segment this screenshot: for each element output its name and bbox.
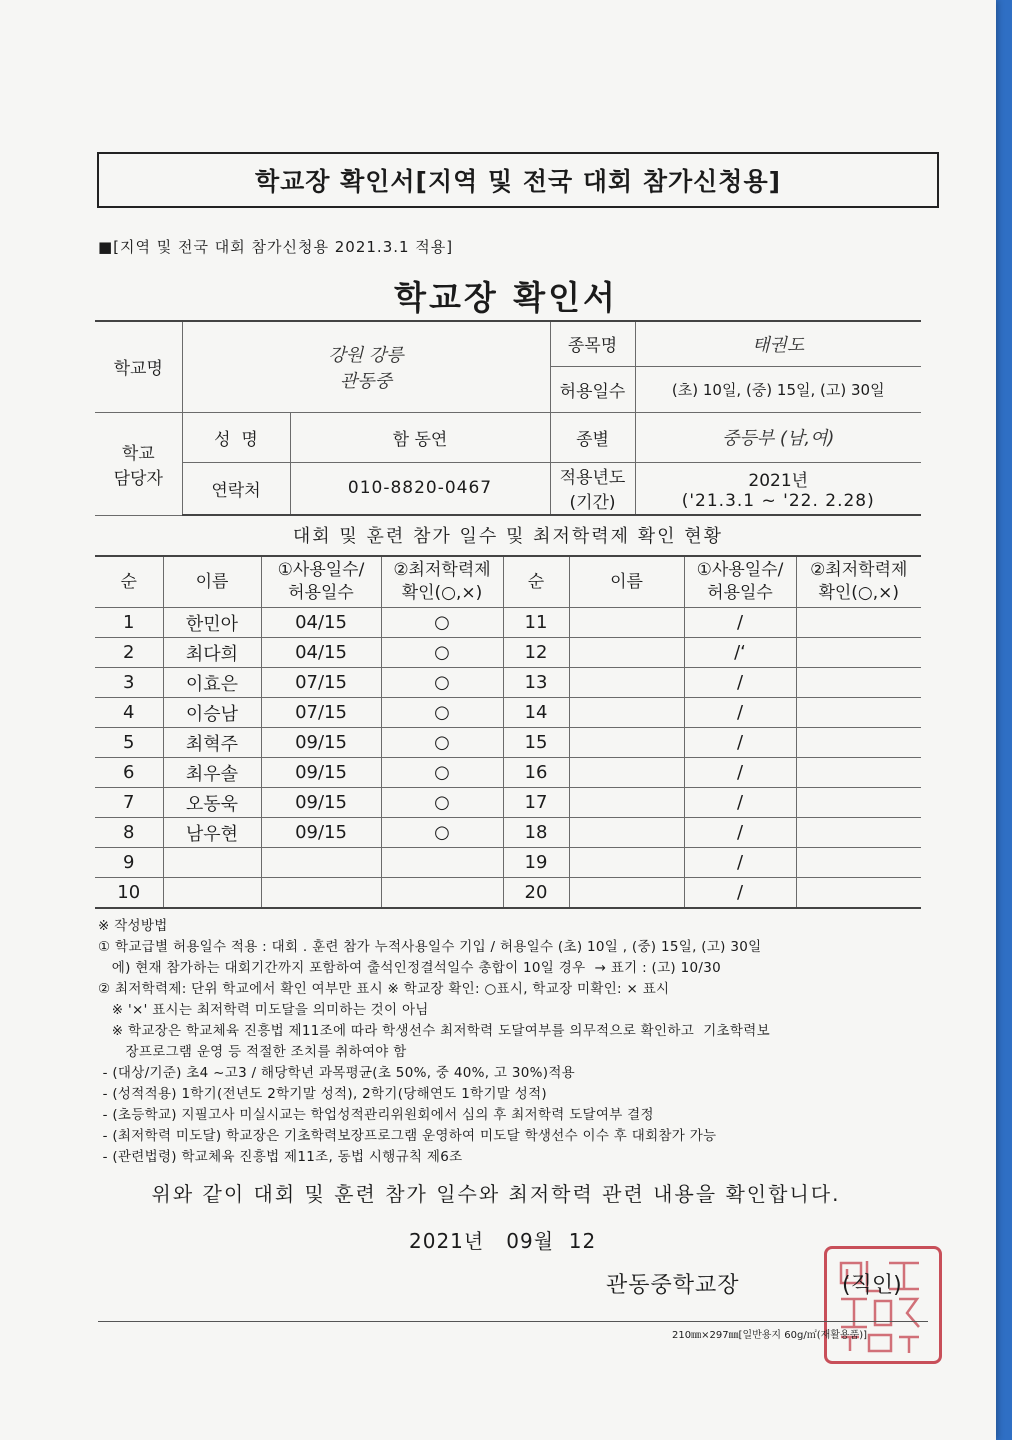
allowed-days-value: (초) 10일, (중) 15일, (고) 30일	[635, 366, 921, 412]
student-name: 남우현	[163, 818, 261, 848]
student-name	[569, 698, 684, 728]
official-seal	[824, 1246, 942, 1364]
footer-divider	[98, 1321, 928, 1322]
student-name	[569, 848, 684, 878]
academic-check: ○	[381, 668, 503, 698]
days-used: 09/15	[261, 728, 381, 758]
table-row	[95, 668, 921, 698]
apply-year-value: 2021년 ('21.3.1 ~ '22. 2.28)	[635, 462, 921, 515]
row-no: 8	[95, 818, 163, 848]
days-used: /‘	[684, 638, 796, 668]
issue-date: 2021년 09월 12	[409, 1229, 597, 1253]
row-no: 4	[95, 698, 163, 728]
roster-table	[95, 555, 921, 909]
table-row	[95, 758, 921, 788]
header-title: 학교장 확인서[지역 및 전국 대회 참가신청용]	[97, 152, 939, 208]
header-days-right: ①사용일수/ 허용일수	[684, 556, 796, 608]
sport-label: 종목명	[550, 321, 635, 366]
student-name	[569, 728, 684, 758]
instruction-line: ※ 작성방법	[98, 918, 168, 934]
name-label: 성 명	[182, 412, 290, 462]
academic-check	[796, 818, 921, 848]
row-no: 10	[95, 878, 163, 909]
academic-check	[796, 668, 921, 698]
row-no: 15	[503, 728, 569, 758]
student-name: 최우솔	[163, 758, 261, 788]
days-used: 04/15	[261, 638, 381, 668]
academic-check: ○	[381, 608, 503, 638]
instruction-line: - (초등학교) 지필고사 미실시교는 학업성적관리위원회에서 심의 후 최저학력 도달여부 결정	[98, 1107, 654, 1123]
header-confirm-left: ②최저학력제 확인(○,×)	[381, 556, 503, 608]
student-name	[569, 758, 684, 788]
row-no: 17	[503, 788, 569, 818]
student-name	[569, 638, 684, 668]
student-name: 최혁주	[163, 728, 261, 758]
days-used: /	[684, 608, 796, 638]
row-no: 20	[503, 878, 569, 909]
academic-check	[796, 848, 921, 878]
academic-check: ○	[381, 638, 503, 668]
table-row	[95, 728, 921, 758]
instruction-line: ※ 학교장은 학교체육 진흥법 제11조에 따라 학생선수 최저학력 도달여부를 의무적으로 확인하고 기초학력보	[98, 1023, 770, 1039]
student-name: 한민아	[163, 608, 261, 638]
days-used: 07/15	[261, 698, 381, 728]
header-days-left: ①사용일수/ 허용일수	[261, 556, 381, 608]
academic-check: ○	[381, 758, 503, 788]
instruction-line: ① 학교급별 허용일수 적용 : 대회 . 훈련 참가 누적사용일수 기입 / 허용일수 (초) 10일 , (중) 15일, (고) 30일	[98, 939, 762, 955]
row-no: 7	[95, 788, 163, 818]
days-used: 09/15	[261, 758, 381, 788]
days-used	[261, 848, 381, 878]
instruction-line: - (최저학력 미도달) 학교장은 기초학력보장프로그램 운영하여 미도달 학생선수 이수 후 대회참가 가능	[98, 1128, 717, 1144]
seal-icon	[827, 1249, 939, 1361]
table-row	[95, 848, 921, 878]
instruction-line: ② 최저학력제: 단위 학교에서 확인 여부만 표시 ※ 학교장 확인: ○표시, 학교장 미확인: × 표시	[98, 981, 670, 997]
days-used: /	[684, 698, 796, 728]
seal-label: (직인)	[842, 1273, 902, 1298]
days-used: /	[684, 758, 796, 788]
table-row	[95, 788, 921, 818]
sport-value: 태권도	[635, 321, 921, 366]
days-used: 07/15	[261, 668, 381, 698]
header-name-right: 이름	[569, 556, 684, 608]
school-label: 학교명	[95, 321, 182, 412]
header-no-left: 순	[95, 556, 163, 608]
days-used: 09/15	[261, 818, 381, 848]
student-name: 이효은	[163, 668, 261, 698]
name-value: 함 동연	[290, 412, 550, 462]
row-no: 6	[95, 758, 163, 788]
days-used: 09/15	[261, 788, 381, 818]
row-no: 5	[95, 728, 163, 758]
table-row	[95, 698, 921, 728]
row-no: 18	[503, 818, 569, 848]
info-table	[95, 320, 921, 516]
student-name: 최다희	[163, 638, 261, 668]
row-no: 2	[95, 638, 163, 668]
principal-title: 관동중학교장	[606, 1273, 740, 1298]
instruction-line: ※ '×' 표시는 최저학력 미도달을 의미하는 것이 아님	[98, 1002, 429, 1018]
days-used: /	[684, 848, 796, 878]
instruction-line: - (관련법령) 학교체육 진흥법 제11조, 동법 시행규칙 제6조	[98, 1149, 463, 1165]
academic-check	[381, 848, 503, 878]
header-no-right: 순	[503, 556, 569, 608]
academic-check	[796, 788, 921, 818]
academic-check	[796, 608, 921, 638]
academic-check: ○	[381, 698, 503, 728]
student-name	[569, 878, 684, 909]
table-row	[95, 878, 921, 909]
row-no: 3	[95, 668, 163, 698]
row-no: 14	[503, 698, 569, 728]
header-confirm-right: ②최저학력제 확인(○,×)	[796, 556, 921, 608]
page-title: 학교장 확인서	[394, 278, 618, 317]
table-row	[95, 818, 921, 848]
instruction-line: - (성적적용) 1학기(전년도 2학기말 성적), 2학기(당해연도 1학기말 성적)	[98, 1086, 547, 1102]
allowed-days-label: 허용일수	[550, 366, 635, 412]
header-name-left: 이름	[163, 556, 261, 608]
academic-check	[796, 758, 921, 788]
table-row	[95, 638, 921, 668]
row-no: 16	[503, 758, 569, 788]
academic-check: ○	[381, 818, 503, 848]
student-name	[569, 608, 684, 638]
paper-spec: 210㎜×297㎜[일반용지 60g/㎡(재활용품)]	[672, 1330, 868, 1341]
student-name: 오동욱	[163, 788, 261, 818]
days-used: /	[684, 728, 796, 758]
manager-label: 학교 담당자	[95, 412, 182, 515]
row-no: 13	[503, 668, 569, 698]
student-name	[569, 818, 684, 848]
row-no: 11	[503, 608, 569, 638]
days-used	[261, 878, 381, 909]
student-name	[163, 878, 261, 909]
days-used: /	[684, 818, 796, 848]
academic-check: ○	[381, 728, 503, 758]
academic-check: ○	[381, 788, 503, 818]
apply-year-label: 적용년도 (기간)	[550, 462, 635, 515]
category-label: 종별	[550, 412, 635, 462]
row-no: 19	[503, 848, 569, 878]
contact-value: 010-8820-0467	[290, 462, 550, 515]
academic-check	[381, 878, 503, 909]
row-no: 9	[95, 848, 163, 878]
row-no: 12	[503, 638, 569, 668]
academic-check	[796, 878, 921, 909]
instructions	[98, 916, 928, 1168]
section-title: 대회 및 훈련 참가 일수 및 최저학력제 확인 현황	[292, 526, 724, 547]
school-value: 강원 강릉 관동중	[182, 321, 550, 412]
instruction-line: - (대상/기준) 초4 ~고3 / 해당학년 과목평균(초 50%, 중 40%, 고 30%)적용	[98, 1065, 575, 1081]
days-used: /	[684, 878, 796, 909]
days-used: /	[684, 668, 796, 698]
student-name	[569, 668, 684, 698]
instruction-line: 에) 현재 참가하는 대회기간까지 포함하여 출석인정결석일수 총합이 10일 경우 → 표기 : (고) 10/30	[98, 960, 721, 976]
category-value: 중등부 (남,여)	[635, 412, 921, 462]
student-name: 이승남	[163, 698, 261, 728]
days-used: 04/15	[261, 608, 381, 638]
days-used: /	[684, 788, 796, 818]
confirmation-statement: 위와 같이 대회 및 훈련 참가 일수와 최저학력 관련 내용을 확인합니다.	[151, 1182, 841, 1206]
student-name	[569, 788, 684, 818]
academic-check	[796, 638, 921, 668]
applicability-note: ■[지역 및 전국 대회 참가신청용 2021.3.1 적용]	[98, 238, 454, 256]
academic-check	[796, 728, 921, 758]
student-name	[163, 848, 261, 878]
contact-label: 연락처	[182, 462, 290, 515]
table-row	[95, 608, 921, 638]
row-no: 1	[95, 608, 163, 638]
instruction-line: 장프로그램 운영 등 적절한 조치를 취하여야 함	[98, 1044, 407, 1060]
academic-check	[796, 698, 921, 728]
